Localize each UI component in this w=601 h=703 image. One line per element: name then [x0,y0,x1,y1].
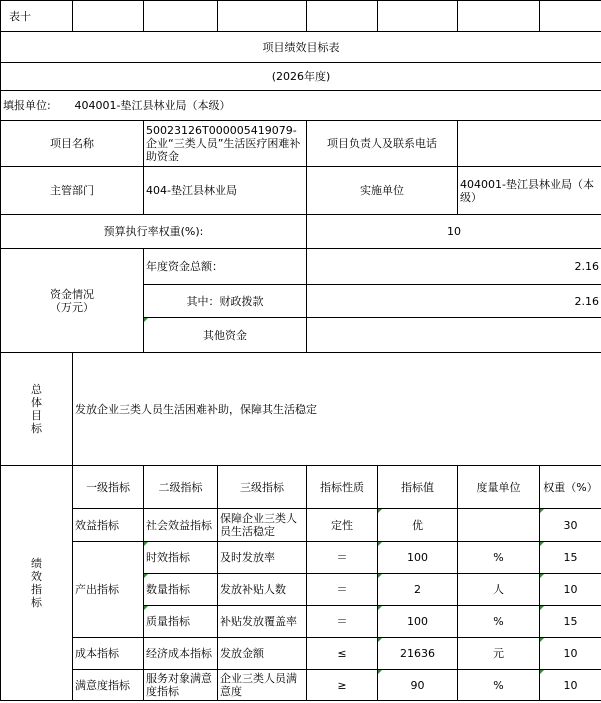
dept-value: 404-垫江县林业局 [144,167,307,215]
row-level2: 质量指标 [144,606,218,638]
header-unit: 度量单位 [458,466,540,509]
header-weight: 权重（%） [540,466,601,509]
table-row [1,670,601,701]
row-weight: 30 [540,509,601,542]
row-level1: 满意度指标 [73,670,144,701]
project-name-label: 项目名称 [1,121,144,167]
row-value: 90 [378,670,458,701]
header-level1: 一级指标 [73,466,144,509]
funds-fiscal-label: 其中：财政拨款 [144,285,307,318]
row-level3: 保障企业三类人员生活稳定 [218,509,307,542]
row-level3: 补贴发放覆盖率 [218,606,307,638]
row-level2: 经济成本指标 [144,638,218,670]
row-weight: 10 [540,670,601,701]
row-unit: % [458,542,540,574]
row-value: 21636 [378,638,458,670]
fiscal-year: (2026年度) [1,63,601,91]
funds-other-value [307,318,601,353]
overall-goal-label: 总体目标 [1,353,73,466]
row-value: 100 [378,542,458,574]
header-value: 指标值 [378,466,458,509]
contact-value [458,121,601,167]
funds-fiscal-value: 2.16 [307,285,601,318]
row-unit: 元 [458,638,540,670]
row-nature: ≥ [307,670,378,701]
budget-weight-label: 预算执行率权重(%): [1,215,307,249]
page-title: 项目绩效目标表 [1,32,601,63]
budget-weight-value: 10 [307,215,601,249]
table-row [1,542,601,574]
funds-total-value: 2.16 [307,249,601,285]
funds-total-label: 年度资金总额： [144,249,307,285]
row-weight: 10 [540,638,601,670]
row-value: 2 [378,574,458,606]
contact-label: 项目负责人及联系电话 [307,121,458,167]
row-weight: 15 [540,606,601,638]
impl-unit-label: 实施单位 [307,167,458,215]
table-number: 表十 [1,1,73,32]
row-level2: 社会效益指标 [144,509,218,542]
row-nature: ＝ [307,606,378,638]
funds-label: 资金情况（万元） [1,249,144,353]
header-level2: 二级指标 [144,466,218,509]
row-weight: 10 [540,574,601,606]
row-nature: ＝ [307,542,378,574]
project-name-value: 50023126T000005419079-企业“三类人员”生活医疗困难补助资金 [144,121,307,167]
funds-other-label: 其他资金 [144,318,307,353]
row-level1: 产出指标 [73,542,144,638]
row-level1: 成本指标 [73,638,144,670]
row-level2: 服务对象满意度指标 [144,670,218,701]
row-value: 优 [378,509,458,542]
row-unit: % [458,670,540,701]
row-unit [458,509,540,542]
header-nature: 指标性质 [307,466,378,509]
row-level2: 数量指标 [144,574,218,606]
row-weight: 15 [540,542,601,574]
row-level3: 及时发放率 [218,542,307,574]
row-nature: 定性 [307,509,378,542]
row-unit: 人 [458,574,540,606]
fill-unit-value: 404001-垫江县林业局（本级） [73,91,601,121]
table-row [1,638,601,670]
row-unit: % [458,606,540,638]
performance-label: 绩效指标 [1,466,73,701]
row-level2: 时效指标 [144,542,218,574]
row-nature: ＝ [307,574,378,606]
row-level3: 发放补贴人数 [218,574,307,606]
table-number-row [1,1,601,32]
fill-unit-label: 填报单位: [1,91,73,121]
header-level3: 三级指标 [218,466,307,509]
dept-label: 主管部门 [1,167,144,215]
impl-unit-value: 404001-垫江县林业局（本级） [458,167,601,215]
row-level3: 企业三类人员满意度 [218,670,307,701]
row-nature: ≤ [307,638,378,670]
table-row [1,509,601,542]
overall-goal-text: 发放企业三类人员生活困难补助，保障其生活稳定 [73,353,601,466]
row-level1: 效益指标 [73,509,144,542]
row-level3: 发放金额 [218,638,307,670]
row-value: 100 [378,606,458,638]
